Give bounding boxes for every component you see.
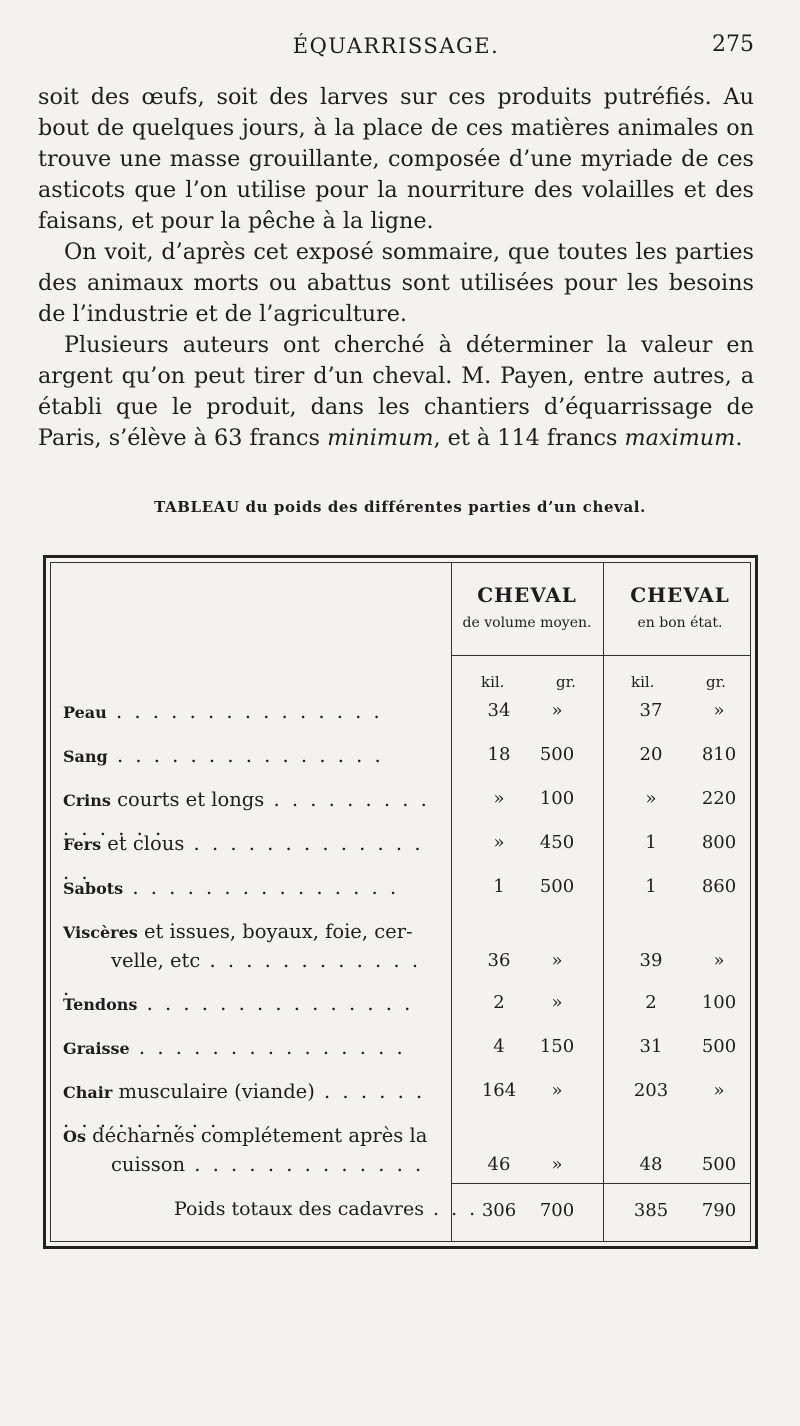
table-cell-c2k: 37 <box>639 700 663 721</box>
total-label-text: Poids totaux des cadavres <box>174 1198 424 1220</box>
row-label-bold: Viscères <box>63 923 138 942</box>
table-cell-c2g: 500 <box>701 1036 737 1057</box>
row-label-bold: Fers <box>63 835 102 854</box>
column-header-medium-sub: de volume moyen. <box>462 615 592 631</box>
column-divider-1 <box>451 563 452 1241</box>
row-label-rest: et clous <box>101 832 185 855</box>
leader-dots: . . . . . . . . . . . . . . . <box>123 876 400 899</box>
total-good-gr: 790 <box>701 1200 737 1221</box>
table-cell-c2k: 1 <box>645 832 657 853</box>
row-label <box>63 990 439 1019</box>
running-header <box>38 30 754 66</box>
table-cell-c2g: 800 <box>701 832 737 853</box>
table-caption <box>0 498 800 516</box>
row-label-rest: et issues, boyaux, foie, cer- <box>137 920 413 943</box>
row-label-bold: Tendons <box>63 995 138 1014</box>
row-label-bold: Chair <box>63 1083 113 1102</box>
column-header-good-title: CHEVAL <box>630 583 730 607</box>
table-cell-c2k: 2 <box>645 992 657 1013</box>
column-divider-2 <box>603 563 604 1241</box>
table-cell-c1k: 2 <box>493 992 505 1013</box>
table-cell-c1g: » <box>551 700 563 721</box>
row-label-bold: Os <box>63 1127 86 1146</box>
row-label-rest: décharnés complétement après la <box>85 1124 428 1147</box>
paragraph-1: soit des œufs, soit des larves sur ces produits putréfiés. Au bout de quelques jours, à la place de ces matières animales on trouve une masse grouillante, composée d’une myriade de ces asticots que l’on utilise pour la nourriture des volailles et des faisans, et pour la pêche à la ligne. <box>38 84 754 234</box>
total-rule <box>451 1183 750 1184</box>
unit-gr-2: gr. <box>706 673 726 691</box>
table-cell-c1k: » <box>493 832 505 853</box>
table-cell-c2k: 31 <box>639 1036 663 1057</box>
table-cell-c2g: » <box>713 950 725 971</box>
leader-dots: . . . . . . . . . . . . . <box>63 949 422 1000</box>
unit-kil-1: kil. <box>481 673 505 691</box>
table-cell-c1k: » <box>493 788 505 809</box>
table-cell-c2k: » <box>645 788 657 809</box>
table-cell-c2g: 100 <box>701 992 737 1013</box>
table-cell-c1g: » <box>551 1080 563 1101</box>
table-cell-c1g: 100 <box>539 788 575 809</box>
paragraph-3-text-b: , et à 114 francs <box>433 425 625 451</box>
table-cell-c2k: 48 <box>639 1154 663 1175</box>
table-caption-rest: du poids des différentes parties d’un cheval. <box>245 498 646 516</box>
row-label-rest: courts et longs <box>110 788 265 811</box>
table-cell-c1g: » <box>551 950 563 971</box>
table-cell-c2g: 810 <box>701 744 737 765</box>
column-header-medium-title: CHEVAL <box>477 583 577 607</box>
leader-dots: . . . . . . . . . . . . . . . <box>137 992 414 1015</box>
table-cell-c2k: 39 <box>639 950 663 971</box>
leader-dots: . . . . . . . . . . . . . . . <box>107 744 384 767</box>
row-label <box>63 1122 439 1179</box>
paragraph-3-text-a: Plusieurs auteurs ont cherché à déterminer la valeur en argent qu’on peut tirer d’un cheval. M. Payen, entre autres, a établi que le produit, dans les chantiers d’équarrissage de Paris, s’élève à 63 francs <box>38 332 754 451</box>
table-cell-c2g: » <box>713 1080 725 1101</box>
row-label <box>63 1034 439 1063</box>
row-label <box>63 742 439 771</box>
row-label <box>63 874 439 903</box>
table-cell-c1k: 18 <box>487 744 511 765</box>
weights-table <box>43 555 758 1249</box>
row-label-bold: Sabots <box>63 879 124 898</box>
leader-dots: . . . . . . . . . . . . . <box>185 1153 425 1176</box>
row-label-line2: velle, etc <box>111 949 201 972</box>
table-cell-c2g: 500 <box>701 1154 737 1175</box>
table-cell-c1g: 150 <box>539 1036 575 1057</box>
column-header-good <box>603 583 757 631</box>
table-cell-c1k: 1 <box>493 876 505 897</box>
total-medium-gr: 700 <box>539 1200 575 1221</box>
table-cell-c2k: 20 <box>639 744 663 765</box>
row-label-bold: Crins <box>63 791 111 810</box>
table-cell-c2k: 1 <box>645 876 657 897</box>
paragraph-3-emphasis-minimum: minimum <box>327 425 434 451</box>
leader-dots: . . . . . . . . . . . . . . . <box>129 1036 406 1059</box>
paragraph-2: On voit, d’après cet exposé sommaire, que toutes les parties des animaux morts ou abattus sont utilisées pour les besoins de l’industrie et de l’agriculture. <box>38 239 754 327</box>
total-good-kil: 385 <box>633 1200 669 1221</box>
total-medium-kil: 306 <box>481 1200 517 1221</box>
header-rule <box>451 655 750 656</box>
table-caption-bold: TABLEAU <box>154 498 240 516</box>
row-label-bold: Sang <box>63 747 108 766</box>
table-cell-c1k: 164 <box>481 1080 517 1101</box>
row-label-bold: Graisse <box>63 1039 130 1058</box>
paragraph-3 <box>38 330 754 454</box>
unit-gr-1: gr. <box>556 673 576 691</box>
table-cell-c1g: » <box>551 1154 563 1175</box>
table-cell-c1g: » <box>551 992 563 1013</box>
table-cell-c1k: 4 <box>493 1036 505 1057</box>
table-cell-c1k: 46 <box>487 1154 511 1175</box>
paragraph-3-text-c: . <box>735 425 743 451</box>
unit-kil-2: kil. <box>631 673 655 691</box>
table-cell-c1k: 36 <box>487 950 511 971</box>
body-text <box>38 82 754 454</box>
table-cell-c1g: 500 <box>539 876 575 897</box>
table-cell-c1g: 450 <box>539 832 575 853</box>
table-cell-c1k: 34 <box>487 700 511 721</box>
row-label-bold: Peau <box>63 703 107 722</box>
table-cell-c2g: 860 <box>701 876 737 897</box>
table-cell-c2k: 203 <box>633 1080 669 1101</box>
table-cell-c2g: 220 <box>701 788 737 809</box>
column-header-medium <box>451 583 603 631</box>
column-header-good-sub: en bon état. <box>637 615 723 631</box>
table-cell-c1g: 500 <box>539 744 575 765</box>
row-label <box>63 698 439 727</box>
row-label-line2: cuisson <box>111 1153 186 1176</box>
paragraph-3-emphasis-maximum: maximum <box>624 425 736 451</box>
leader-dots: . . . . . . . . . . . . . . . <box>63 832 424 884</box>
leader-dots: . . . . . . . . . . . . . . . <box>63 1080 426 1132</box>
leader-dots: . . . . . . . . . . . . . . . <box>106 700 383 723</box>
total-label: Poids totaux des cadavres . . . <box>174 1198 479 1220</box>
page-number: 275 <box>712 32 754 57</box>
table-cell-c2g: » <box>713 700 725 721</box>
row-label-rest: musculaire (viande) <box>112 1080 315 1103</box>
leader-dots: . . . . . . . . . . . . . . . <box>63 788 430 840</box>
running-title: ÉQUARRISSAGE. <box>292 34 500 58</box>
